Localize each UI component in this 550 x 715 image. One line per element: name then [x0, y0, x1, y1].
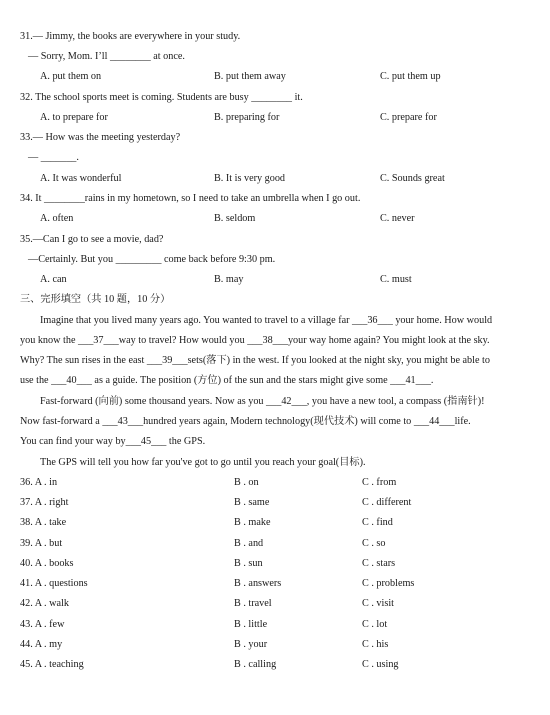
passage-line: Why? The sun rises in the east ___39___sets(落下) in the west. If you looked at the night sky, you might be able to	[20, 355, 490, 366]
q31-options	[0, 67, 550, 87]
option-b: B. seldom	[214, 213, 256, 224]
option-c: C. never	[380, 213, 415, 224]
option-a: A. It was wonderful	[40, 173, 122, 184]
cloze-option-row	[0, 574, 550, 594]
option-b: B. may	[214, 274, 244, 285]
section-heading: 三、完形填空（共 10 题，10 分）	[20, 294, 171, 305]
q33-options	[0, 169, 550, 189]
passage-line: The GPS will tell you how far you've got to go until you reach your goal(目标).	[40, 457, 366, 468]
cloze-option-row	[0, 473, 550, 493]
option-a: 43. A . few	[20, 619, 65, 630]
option-a: 36. A . in	[20, 477, 58, 488]
option-a: A. put them on	[40, 71, 102, 82]
option-b: B. It is very good	[214, 173, 286, 184]
option-c: C. prepare for	[380, 112, 437, 123]
passage-line: You can find your way by___45___ the GPS.	[20, 436, 206, 447]
passage-line: use the ___40___ as a guide. The position (方位) of the sun and the stars might give some ___41___.	[20, 375, 434, 386]
q32-stem: 32. The school sports meet is coming. Students are busy ________ it.	[20, 92, 303, 103]
option-b: B . sun	[234, 558, 263, 569]
q33-stem-line1: 33.— How was the meeting yesterday?	[20, 132, 181, 143]
option-b: B . little	[234, 619, 268, 630]
q35-options	[0, 270, 550, 290]
option-a: 41. A . questions	[20, 578, 88, 589]
option-c: C . stars	[362, 558, 396, 569]
option-a: 37. A . right	[20, 497, 69, 508]
option-b: B. preparing for	[214, 112, 280, 123]
option-b: B . same	[234, 497, 270, 508]
option-c: C . lot	[362, 619, 388, 630]
cloze-option-row	[0, 655, 550, 675]
q33-stem-line2: — _______.	[28, 152, 79, 163]
option-b: B . calling	[234, 659, 277, 670]
cloze-option-row	[0, 594, 550, 614]
option-a: 45. A . teaching	[20, 659, 84, 670]
cloze-option-row	[0, 615, 550, 635]
option-b: B . answers	[234, 578, 282, 589]
passage-line: Now fast-forward a ___43___hundred years again, Modern technology(现代技术) will come to ___44___life.	[20, 416, 471, 427]
option-b: B. put them away	[214, 71, 286, 82]
q35-stem-line1: 35.—Can I go to see a movie, dad?	[20, 234, 164, 245]
passage-line: Fast-forward (向前) some thousand years. Now as you ___42___, you have a new tool, a compass (指南针)!	[40, 396, 485, 407]
option-a: A. can	[40, 274, 67, 285]
q31-stem-line1: 31.— Jimmy, the books are everywhere in your study.	[20, 31, 241, 42]
cloze-option-row	[0, 513, 550, 533]
option-c: C. must	[380, 274, 412, 285]
option-c: C . find	[362, 517, 393, 528]
option-a: 40. A . books	[20, 558, 74, 569]
q34-options	[0, 209, 550, 229]
option-c: C . his	[362, 639, 389, 650]
option-c: C . different	[362, 497, 412, 508]
option-c: C. put them up	[380, 71, 441, 82]
option-b: B . and	[234, 538, 264, 549]
option-a: A. often	[40, 213, 74, 224]
passage-line: Imagine that you lived many years ago. You wanted to travel to a village far ___36___ your home. How would	[40, 315, 493, 326]
option-c: C. Sounds great	[380, 173, 445, 184]
option-a: 44. A . my	[20, 639, 63, 650]
cloze-option-row	[0, 554, 550, 574]
q35-stem-line2: —Certainly. But you _________ come back before 9:30 pm.	[28, 254, 276, 265]
option-c: C . using	[362, 659, 399, 670]
option-b: B . make	[234, 517, 271, 528]
option-b: B . your	[234, 639, 268, 650]
q31-stem-line2: — Sorry, Mom. I’ll ________ at once.	[28, 51, 185, 62]
q32-options	[0, 108, 550, 128]
cloze-option-row	[0, 534, 550, 554]
option-c: C . visit	[362, 598, 394, 609]
q34-stem: 34. It ________rains in my hometown, so I need to take an umbrella when I go out.	[20, 193, 361, 204]
option-a: 39. A . but	[20, 538, 63, 549]
option-a: 38. A . take	[20, 517, 67, 528]
cloze-option-row	[0, 493, 550, 513]
option-b: B . travel	[234, 598, 272, 609]
option-c: C . problems	[362, 578, 415, 589]
option-a: A. to prepare for	[40, 112, 108, 123]
option-c: C . from	[362, 477, 397, 488]
passage-line: you know the ___37___way to travel? How would you ___38___your way home again? You might look at the sky.	[20, 335, 490, 346]
cloze-option-row	[0, 635, 550, 655]
option-a: 42. A . walk	[20, 598, 69, 609]
option-c: C . so	[362, 538, 386, 549]
option-b: B . on	[234, 477, 259, 488]
